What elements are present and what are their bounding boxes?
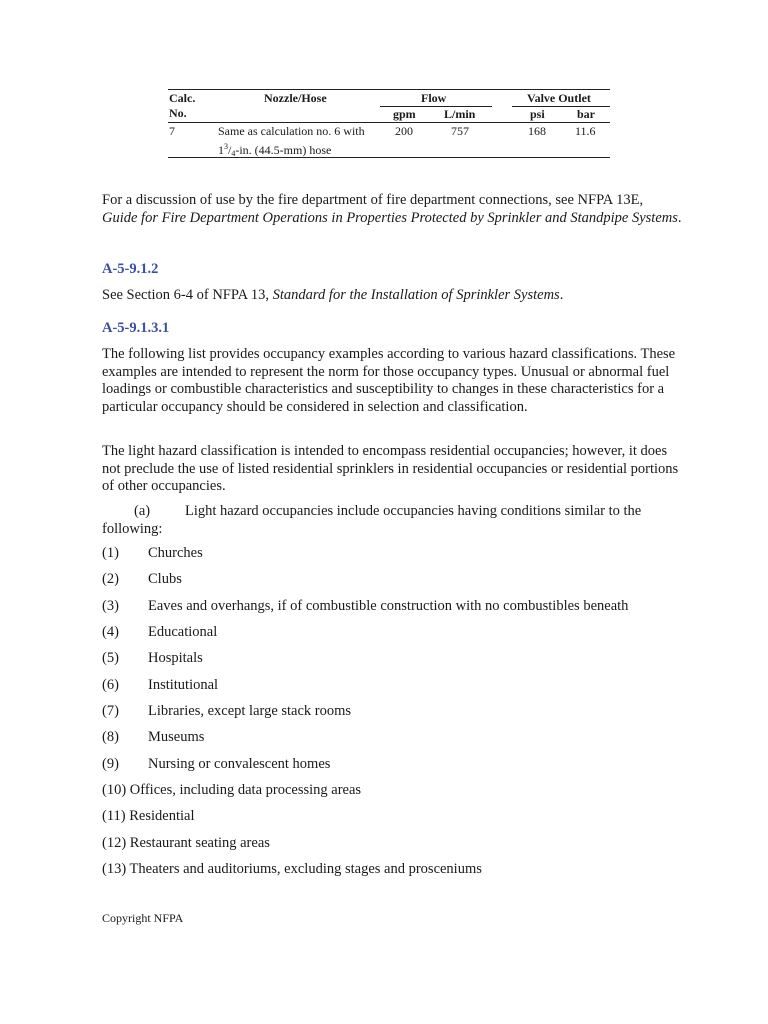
header-flow: Flow [421,91,447,105]
fraction-slash: / [228,143,232,157]
row-psi: 168 [528,124,546,138]
section-heading-a5912: A-5-9.1.2 [102,261,159,277]
section-a5912-title: Standard for the Installation of Sprinkler Systems [272,287,560,303]
list-item [102,597,628,615]
list-item-text: Restaurant seating areas [129,835,270,851]
list-item-number: (10) [102,782,127,798]
list-item-text: Residential [129,808,195,824]
list-item [102,781,361,799]
fraction-whole: 1 [218,143,224,157]
list-item-number: (4) [102,624,119,640]
list-item [102,570,182,588]
list-item-text: Offices, including data processing areas [129,782,362,798]
header-lmin: L/min [444,107,476,121]
light-hazard-sub-item [102,503,682,538]
hose-size-text: -in. (44.5-mm) hose [235,143,332,157]
header-bar: bar [577,107,595,121]
list-item-number: (9) [102,756,119,772]
section-a5912-text [102,287,682,305]
sub-item-text: Light hazard occupancies include occupancies having conditions similar to the following: [102,503,642,537]
list-item [102,649,203,667]
valve-group-rule [512,106,610,107]
list-item [102,728,204,746]
row-nozzle-line2 [218,139,331,162]
list-item-number: (2) [102,571,119,587]
list-item [102,860,482,878]
list-item [102,834,270,852]
list-item-number: (5) [102,650,119,666]
section-heading-a59131: A-5-9.1.3.1 [102,320,170,336]
list-item-text: Churches [148,545,203,561]
header-calc-no: No. [169,106,187,120]
list-item [102,544,203,562]
sub-item-marker: (a) [134,503,151,519]
list-item-number: (1) [102,545,119,561]
list-item-text: Clubs [148,571,182,587]
fraction-numerator: 3 [224,142,228,151]
list-item-text: Institutional [148,677,219,693]
row-gpm: 200 [395,124,413,138]
row-nozzle-line1: Same as calculation no. 6 with [218,124,365,138]
list-item-number: (6) [102,677,119,693]
list-item-number: (13) [102,861,127,877]
list-item [102,676,218,694]
header-calc: Calc. [169,91,196,105]
list-item-text: Educational [148,624,218,640]
section-a5912-end: . [559,287,564,303]
list-item [102,623,217,641]
list-item-number: (8) [102,729,119,745]
copyright-footer: Copyright NFPA [102,911,184,925]
list-item-text: Libraries, except large stack rooms [148,703,352,719]
intro-paragraph [102,192,682,227]
light-hazard-paragraph: The light hazard classification is intended to encompass residential occupancies; however, it does not preclude the use of listed residential sprinklers in residential occupancies or residential portions of other occupancies. [102,443,679,495]
list-item [102,702,351,720]
list-item-text: Hospitals [148,650,203,666]
header-valve-outlet: Valve Outlet [527,91,591,105]
row-bar: 11.6 [575,124,596,138]
intro-text: For a discussion of use by the fire department of fire department connections, see NFPA 13E, [102,192,644,208]
header-nozzle: Nozzle/Hose [264,91,327,105]
list-item-text: Theaters and auditoriums, excluding stages and prosceniums [129,861,482,877]
list-item-number: (12) [102,835,127,851]
list-item [102,755,330,773]
row-lmin: 757 [451,124,469,138]
list-item [102,807,195,825]
intro-end: . [677,209,682,226]
list-item-number: (7) [102,703,119,719]
list-item-text: Eaves and overhangs, if of combustible construction with no combustibles beneath [148,598,629,614]
header-psi: psi [530,107,545,121]
row-calc-no: 7 [169,124,175,138]
list-item-text: Nursing or convalescent homes [148,756,331,772]
list-item-text: Museums [148,729,205,745]
occupancy-intro-paragraph: The following list provides occupancy examples according to various hazard classifications. These examples are intended to represent the norm for those occupancy types. Unusual or abnormal fuel loadings or combustible characteristics and susceptibility to changes in these characteristics for a particular occupancy should be considered in selection and classification. [102,346,676,415]
list-item-number: (3) [102,598,119,614]
section-a5912-lead: See Section 6-4 of NFPA 13, [102,287,273,303]
header-gpm: gpm [393,107,416,121]
fraction-denominator: 4 [231,149,236,158]
intro-title: Guide for Fire Department Operations in Properties Protected by Sprinkler and Standpipe Systems [102,209,678,226]
list-item-number: (11) [102,808,126,824]
